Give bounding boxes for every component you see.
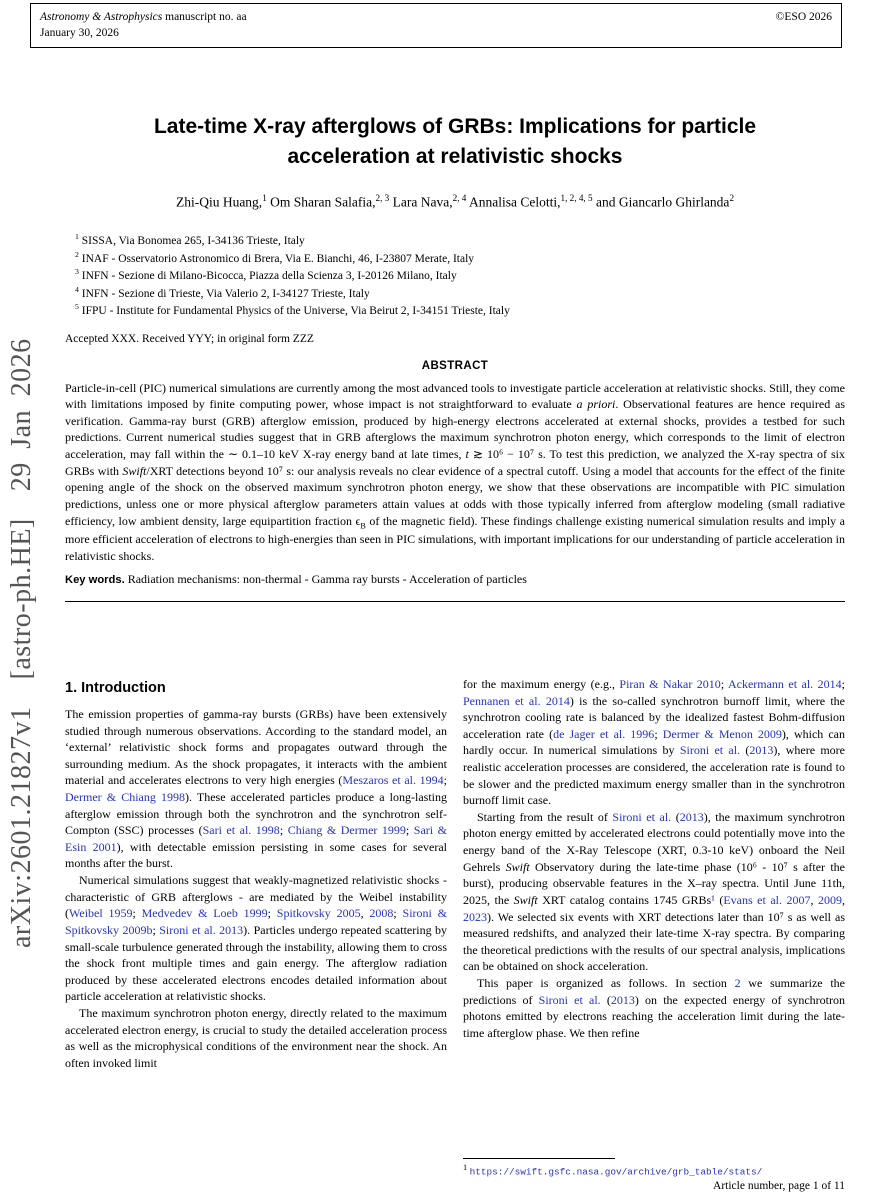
italic-text: Astronomy & Astrophysics [40,11,163,23]
affiliation-item [75,285,845,302]
author-list [65,193,845,211]
front-matter [65,112,845,674]
footnote-marker: 1 [463,1163,468,1172]
footnote-url-link[interactable]: https://swift.gsfc.nasa.gov/archive/grb_table/stats/ [469,1166,763,1178]
subscript-text: B [360,520,366,530]
affiliation-text: INFN - Sezione di Trieste, Via Valerio 2, I-34127 Trieste, Italy [78,287,370,300]
italic-text: Swift [513,892,538,907]
author-name: Lara Nava, [389,194,453,210]
italic-text: Swift [122,463,147,478]
citation-link[interactable]: 2013 [679,809,704,824]
affiliation-number: 3 [75,267,79,277]
citation-link[interactable]: 2 [734,975,741,990]
affiliation-number: 4 [75,284,79,294]
citation-link[interactable]: Evans et al. 2007 [723,892,811,907]
page-number-footer: Article number, page 1 of 11 [713,1180,845,1192]
body-paragraph: Numerical simulations suggest that weakly-magnetized relativistic shocks - characteristic of GRB afterglows - are mediated by the Weibel instability (Weibel 1959; Medvedev & Loeb 1999; Spitkovsky 2005, 2008; Sironi & Spitkovsky 2009b; Sironi et al. 2013). Particles undergo repeated scattering by small-scale turbulence generated through the instability, allowing them to cross the shock front multiple times and gain energy. The afterglow radiation produced by these accelerated electrons encodes detailed information about particle acceleration at relativistic shocks. [65,873,447,1004]
left-column [65,676,447,1200]
citation-link[interactable]: Sironi et al. [612,809,672,824]
keywords-line [65,572,845,587]
italic-text: a priori [576,397,616,412]
body-paragraph: The emission properties of gamma-ray bursts (GRBs) have been extensively studied through numerous observations. According to the standard model, an ‘external’ relativistic shock forms and propagates outward through the surrounding medium. As the shock propagates, it interacts with the ambient material and accelerates electrons to very high energies (Meszaros et al. 1994; Dermer & Chiang 1998). These accelerated particles produce a long-lasting afterglow emission through both the synchrotron and the synchrotron self-Compton (SSC) processes (Sari et al. 1998; Chiang & Dermer 1999; Sari & Esin 2001), with detectable emission persisting in some cases for several months after the burst. [65,707,447,871]
author-name: Zhi-Qiu Huang, [175,194,263,210]
citation-link[interactable]: Sari & Esin 2001 [65,823,447,854]
citation-link[interactable]: Sari et al. 1998 [202,823,280,838]
affiliation-text: SISSA, Via Bonomea 265, I-34136 Trieste, Italy [78,235,305,248]
italic-text: Swift [505,859,530,874]
two-column-body [65,676,845,1200]
affiliation-item [75,302,845,319]
affiliation-number: 1 [75,232,79,242]
journal-manuscript-line: Astronomy & Astrophysics manuscript no. aa [40,11,247,23]
citation-link[interactable]: 2008 [369,906,394,921]
abstract-heading: ABSTRACT [421,359,489,372]
citation-link[interactable]: ¹ [711,892,715,907]
affiliation-item [75,250,845,267]
citation-link[interactable]: 2009 [818,892,842,907]
citation-link[interactable]: Sironi et al. [538,992,601,1007]
citation-link[interactable]: de Jager et al. 1996 [553,726,655,741]
citation-link[interactable]: Dermer & Menon 2009 [662,726,782,741]
italic-text: t [465,447,469,462]
affiliation-item [75,267,845,284]
citation-link[interactable]: Pennanen et al. 2014 [463,693,570,708]
citation-link[interactable]: Dermer & Chiang 1998 [65,790,185,805]
affiliation-text: INAF - Osservatorio Astronomico di Brera, Via E. Bianchi, 46, I-23807 Merate, Italy [78,252,475,265]
footnote-block [463,1158,845,1177]
footnote-rule [463,1158,615,1159]
citation-link[interactable]: Meszaros et al. 1994 [342,773,444,788]
citation-link[interactable]: Weibel 1959 [69,906,133,921]
citation-link[interactable]: Sironi et al. [679,743,741,758]
author-name: and Giancarlo Ghirlanda [592,194,730,210]
citation-link[interactable]: 2013 [610,992,635,1007]
affiliation-number: 2 [75,249,79,259]
citation-link[interactable]: 2013 [749,743,774,758]
body-paragraph: for the maximum energy (e.g., Piran & Nakar 2010; Ackermann et al. 2014; Pennanen et al. 2014) is the so-called synchrotron burnoff limit, where the synchrotron cooling rate is balanced by the idealized fastest Bohm-diffusion acceleration rate (de Jager et al. 1996; Dermer & Menon 2009), which can hardly occur. In numerical simulations by Sironi et al. (2013), where more realistic acceleration processes are considered, the acceleration rate is found to be slower and the predicted maximum energy smaller than in the synchrotron burnoff limit case. [463,677,845,808]
arxiv-watermark: arXiv:2601.21827v1 [astro-ph.HE] 29 Jan 2026 [6,338,37,948]
right-column [463,676,845,1160]
author-affiliation-ref: 2 [729,192,735,203]
keywords-label: Key words. [65,574,125,587]
footnote-line [463,1163,845,1177]
affiliation-list [75,232,845,319]
citation-link[interactable]: Medvedev & Loeb 1999 [141,906,268,921]
author-name: Annalisa Celotti, [466,194,561,210]
affiliation-text: IFPU - Institute for Fundamental Physics of the Universe, Via Beirut 2, I-34151 Trieste, Italy [78,305,510,318]
separator-rule [65,601,845,602]
author-affiliation-ref: 2, 4 [452,192,467,203]
citation-link[interactable]: 2023 [463,909,487,924]
copyright-notice: ©ESO 2026 [775,11,832,23]
citation-link[interactable]: Spitkovsky 2005 [276,906,361,921]
author-affiliation-ref: 1 [262,192,267,203]
affiliation-text: INFN - Sezione di Milano-Bicocca, Piazza della Scienza 3, I-20126 Milano, Italy [78,270,457,283]
manuscript-date: January 30, 2026 [40,27,119,40]
manuscript-header [30,3,842,48]
affiliation-item [75,232,845,249]
author-affiliation-ref: 2, 3 [375,192,390,203]
citation-link[interactable]: Chiang & Dermer 1999 [287,823,406,838]
section-heading-introduction: 1. Introduction [65,680,166,696]
body-paragraph: Starting from the result of Sironi et al. (2013), the maximum synchrotron photon energy emitted by accelerated electrons could potentially move into the energy band of the X-Ray Telescope (XRT, 0.3-10 keV) onboard the Neil Gehrels Swift Observatory during the late-time phase (10⁶ - 10⁷ s after the burst), producing observable features in the X–ray spectra. Until June 11th, 2025, the Swift XRT catalog contains 1745 GRBs¹ (Evans et al. 2007, 2009, 2023). We selected six events with XRT detections later than 10⁷ s as well as measured redshifts, and analyzed their late-time X-ray spectra. By comparing the theoretical predictions with the results of our spectral analysis, implications can be obtained on shock acceleration. [463,809,845,974]
citation-link[interactable]: Sironi et al. 2013 [159,922,244,937]
citation-link[interactable]: Piran & Nakar 2010 [619,677,721,691]
affiliation-number: 5 [75,302,79,312]
body-paragraph: The maximum synchrotron photon energy, directly related to the maximum accelerated electron energy, is crucial to study the detailed acceleration process as well as the microphysical conditions of the environment near the shock. An often invoked limit [65,1005,447,1070]
citation-link[interactable]: Sironi & Spitkovsky 2009b [65,906,447,937]
body-paragraph: This paper is organized as follows. In section 2 we summarize the predictions of Sironi et al. (2013) on the expected energy of synchrotron photons emitted by electrons reaching the acceleration limit during the late-time afterglow phase. We then refine [463,975,845,1040]
citation-link[interactable]: Ackermann et al. 2014 [727,677,842,691]
abstract-text: Particle-in-cell (PIC) numerical simulations are currently among the most advanced tools to investigate particle acceleration at relativistic shocks. Still, they come with limitations imposed by finite computing power, whose impact is not straightforward to evaluate a priori. Observational features are hence required as verification. Gamma-ray burst (GRB) afterglow emission, produced by high-energy electrons accelerated at external shocks, provides a testbed for such predictions. Current numerical studies suggest that in GRB afterglows the maximum synchrotron photon energy, which corresponds to the limit of electron acceleration, may fall within the ∼ 0.1–10 keV X-ray energy band at late times, t ≳ 10⁶ − 10⁷ s. To test this prediction, we analyzed the X-ray spectra of six GRBs with Swift/XRT detections beyond 10⁷ s: our analysis reveals no clear evidence of a spectral cutoff. Using a model that accounts for the effect of the finite opening angle of the shock on the observed maximum synchrotron photon energy, we show that these observations are incompatible with PIC simulation predictions, unless one or more physical afterglow parameters attain values at odds with those typically inferred from afterglow modeling (small radiative efficiency, low ambient density, large equipartition fraction $\epsilon_B$ of the magnetic field). These findings challenge existing numerical simulation results and imply a more efficient acceleration of electrons to high-energies than seen in PIC simulations, with important implications for our understanding of particle acceleration in relativistic shocks. [65,380,845,563]
author-affiliation-ref: 1, 2, 4, 5 [560,192,593,203]
author-name: Om Sharan Salafia, [266,194,376,210]
keywords-text: Radiation mechanisms: non-thermal - Gamma ray bursts - Acceleration of particles [127,572,527,587]
received-accepted-line: Accepted XXX. Received YYY; in original form ZZZ [65,332,314,345]
paper-title: Late-time X-ray afterglows of GRBs: Implications for particle acceleration at relativistic shocks [153,115,757,169]
manuscript-header-left [40,9,247,41]
